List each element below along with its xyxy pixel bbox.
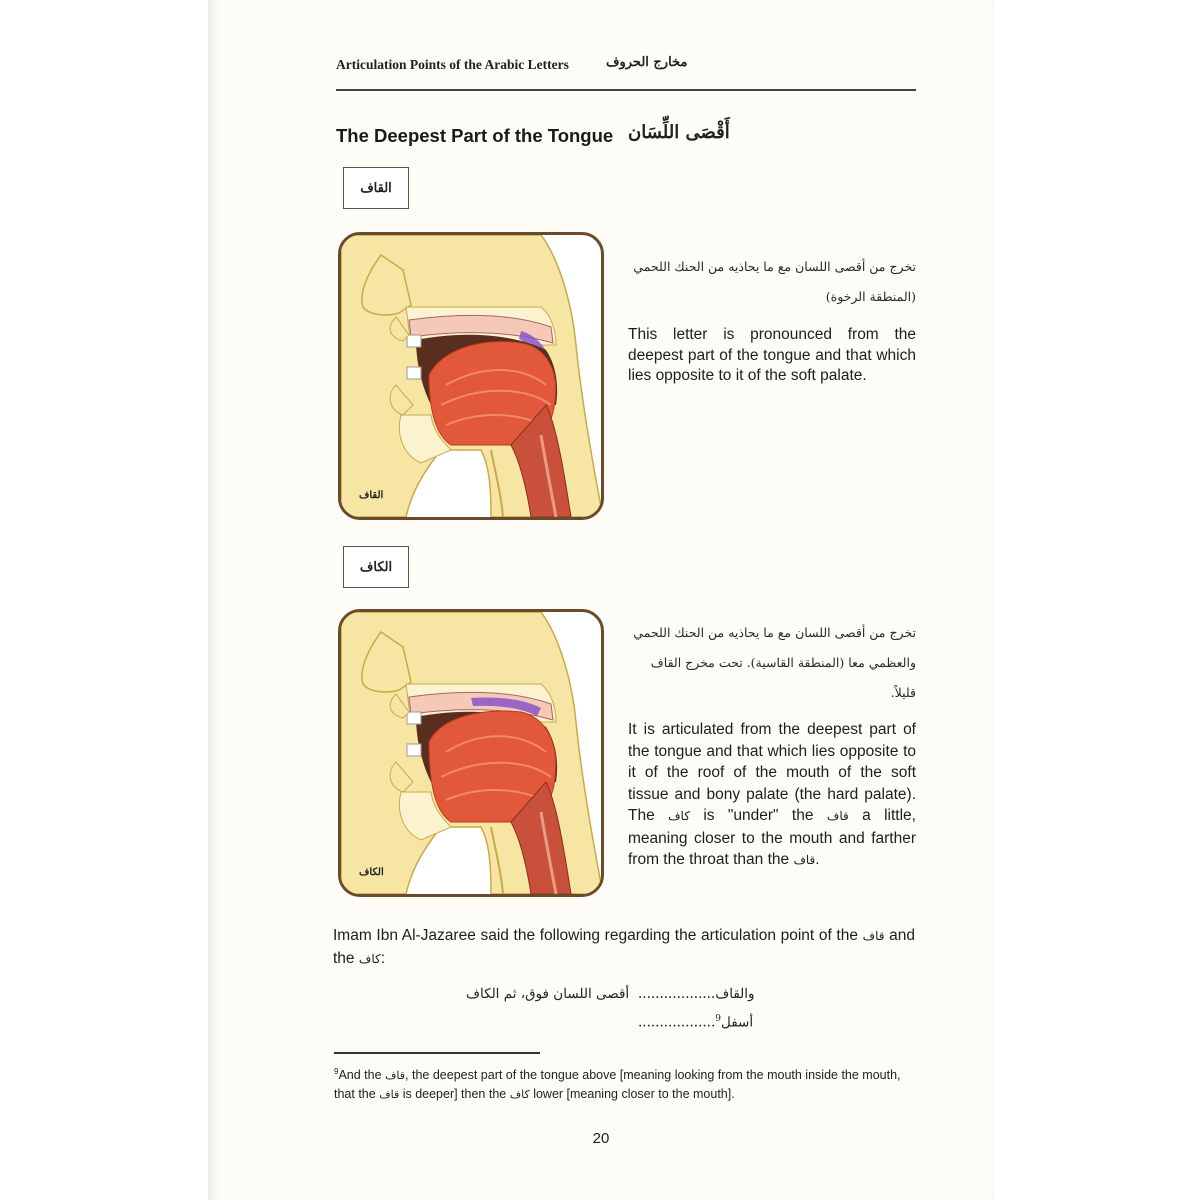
verse-line-1-right: أقصى اللسان فوق، ثم الكاف xyxy=(466,986,630,1002)
kaf-letter-box: الكاف xyxy=(343,546,409,588)
kaf-arabic-line-1: تخرج من أقصى اللسان مع ما يحاذيه من الحنك اللحمي xyxy=(633,625,916,640)
verse-line-2-text: ..................أسفل xyxy=(638,1014,754,1031)
kaf-arabic-description xyxy=(628,618,916,708)
qaf-inline-arabic: قاف xyxy=(379,1088,400,1102)
kaf-english-part-1: It is articulated from the deepest part of the tongue and that which lies opposite to it of the roof of the mouth of the soft tissue and bony palate (the hard palate). The xyxy=(628,721,916,824)
footnote-part-1: And the xyxy=(338,1068,382,1083)
footnote-part-4: lower [meaning closer to the mouth]. xyxy=(533,1087,735,1102)
page-number: 20 xyxy=(592,1130,610,1147)
footnote-part-2: , the deepest part of the tongue above [meaning looking from the mouth inside the mouth, that the xyxy=(334,1068,901,1102)
verse-line-1-left: ..................والقاف xyxy=(638,986,755,1002)
running-header-title: Articulation Points of the Arabic Letters xyxy=(336,57,569,72)
qaf-articulation-diagram xyxy=(338,232,604,520)
kaf-english-part-2: is "under" the xyxy=(703,807,814,824)
kaf-english-description xyxy=(628,719,916,872)
qaf-diagram-caption: القاف xyxy=(359,490,384,501)
qaf-inline-arabic: قاف xyxy=(862,929,885,943)
footnote-part-3: is deeper] then the xyxy=(402,1087,507,1102)
qaf-inline-arabic: قاف xyxy=(826,809,849,823)
running-header-title-arabic: مخارج الحروف xyxy=(606,55,688,70)
kaf-english-part-4: . xyxy=(815,851,820,868)
kaf-inline-arabic: كاف xyxy=(509,1088,530,1102)
kaf-english-part-3: a little, meaning closer to the mouth and farther from the throat than the xyxy=(628,807,916,868)
section-title-arabic: أَقْصَى اللِّسَان xyxy=(628,122,730,143)
footnote-marker: 9 xyxy=(715,1014,721,1024)
qaf-arabic-line-2: (المنطقة الرخوة) xyxy=(825,289,916,304)
book-page xyxy=(208,0,994,1200)
jazaree-intro-and: and the xyxy=(333,927,916,967)
verse-line-2 xyxy=(638,1014,753,1031)
kaf-inline-arabic: كاف xyxy=(668,809,690,823)
qaf-arabic-line-1: تخرج من أقصى اللسان مع ما يحاذيه من الحنك اللحمي xyxy=(633,259,916,274)
qaf-inline-arabic: قاف xyxy=(385,1069,406,1083)
header-divider xyxy=(336,89,916,91)
footnote-number: 9 xyxy=(334,1067,339,1076)
jazaree-intro-part-1: Imam Ibn Al-Jazaree said the following regarding the articulation point of the xyxy=(333,927,858,944)
qaf-english-description: This letter is pronounced from the deepest part of the tongue and that which lies opposite to it of the soft palate. xyxy=(628,326,916,384)
jazaree-intro xyxy=(333,925,915,970)
kaf-diagram-caption: الكاف xyxy=(359,867,384,878)
jazaree-intro-colon: : xyxy=(380,949,385,967)
kaf-articulation-diagram xyxy=(338,609,604,897)
footnote xyxy=(334,1062,916,1104)
qaf-inline-arabic: قاف xyxy=(793,853,816,867)
footnote-divider xyxy=(334,1052,540,1054)
kaf-arabic-line-3: قليلاً. xyxy=(890,685,916,700)
kaf-arabic-line-2: والعظمي معا (المنطقة القاسية). تحت مخرج القاف xyxy=(650,655,916,670)
kaf-inline-arabic: كاف xyxy=(358,951,381,966)
qaf-arabic-description xyxy=(628,252,916,312)
head-cross-section-illustration xyxy=(341,612,601,894)
head-cross-section-illustration xyxy=(341,235,601,517)
qaf-letter-box: القاف xyxy=(343,167,409,209)
section-title: The Deepest Part of the Tongue xyxy=(336,125,614,146)
